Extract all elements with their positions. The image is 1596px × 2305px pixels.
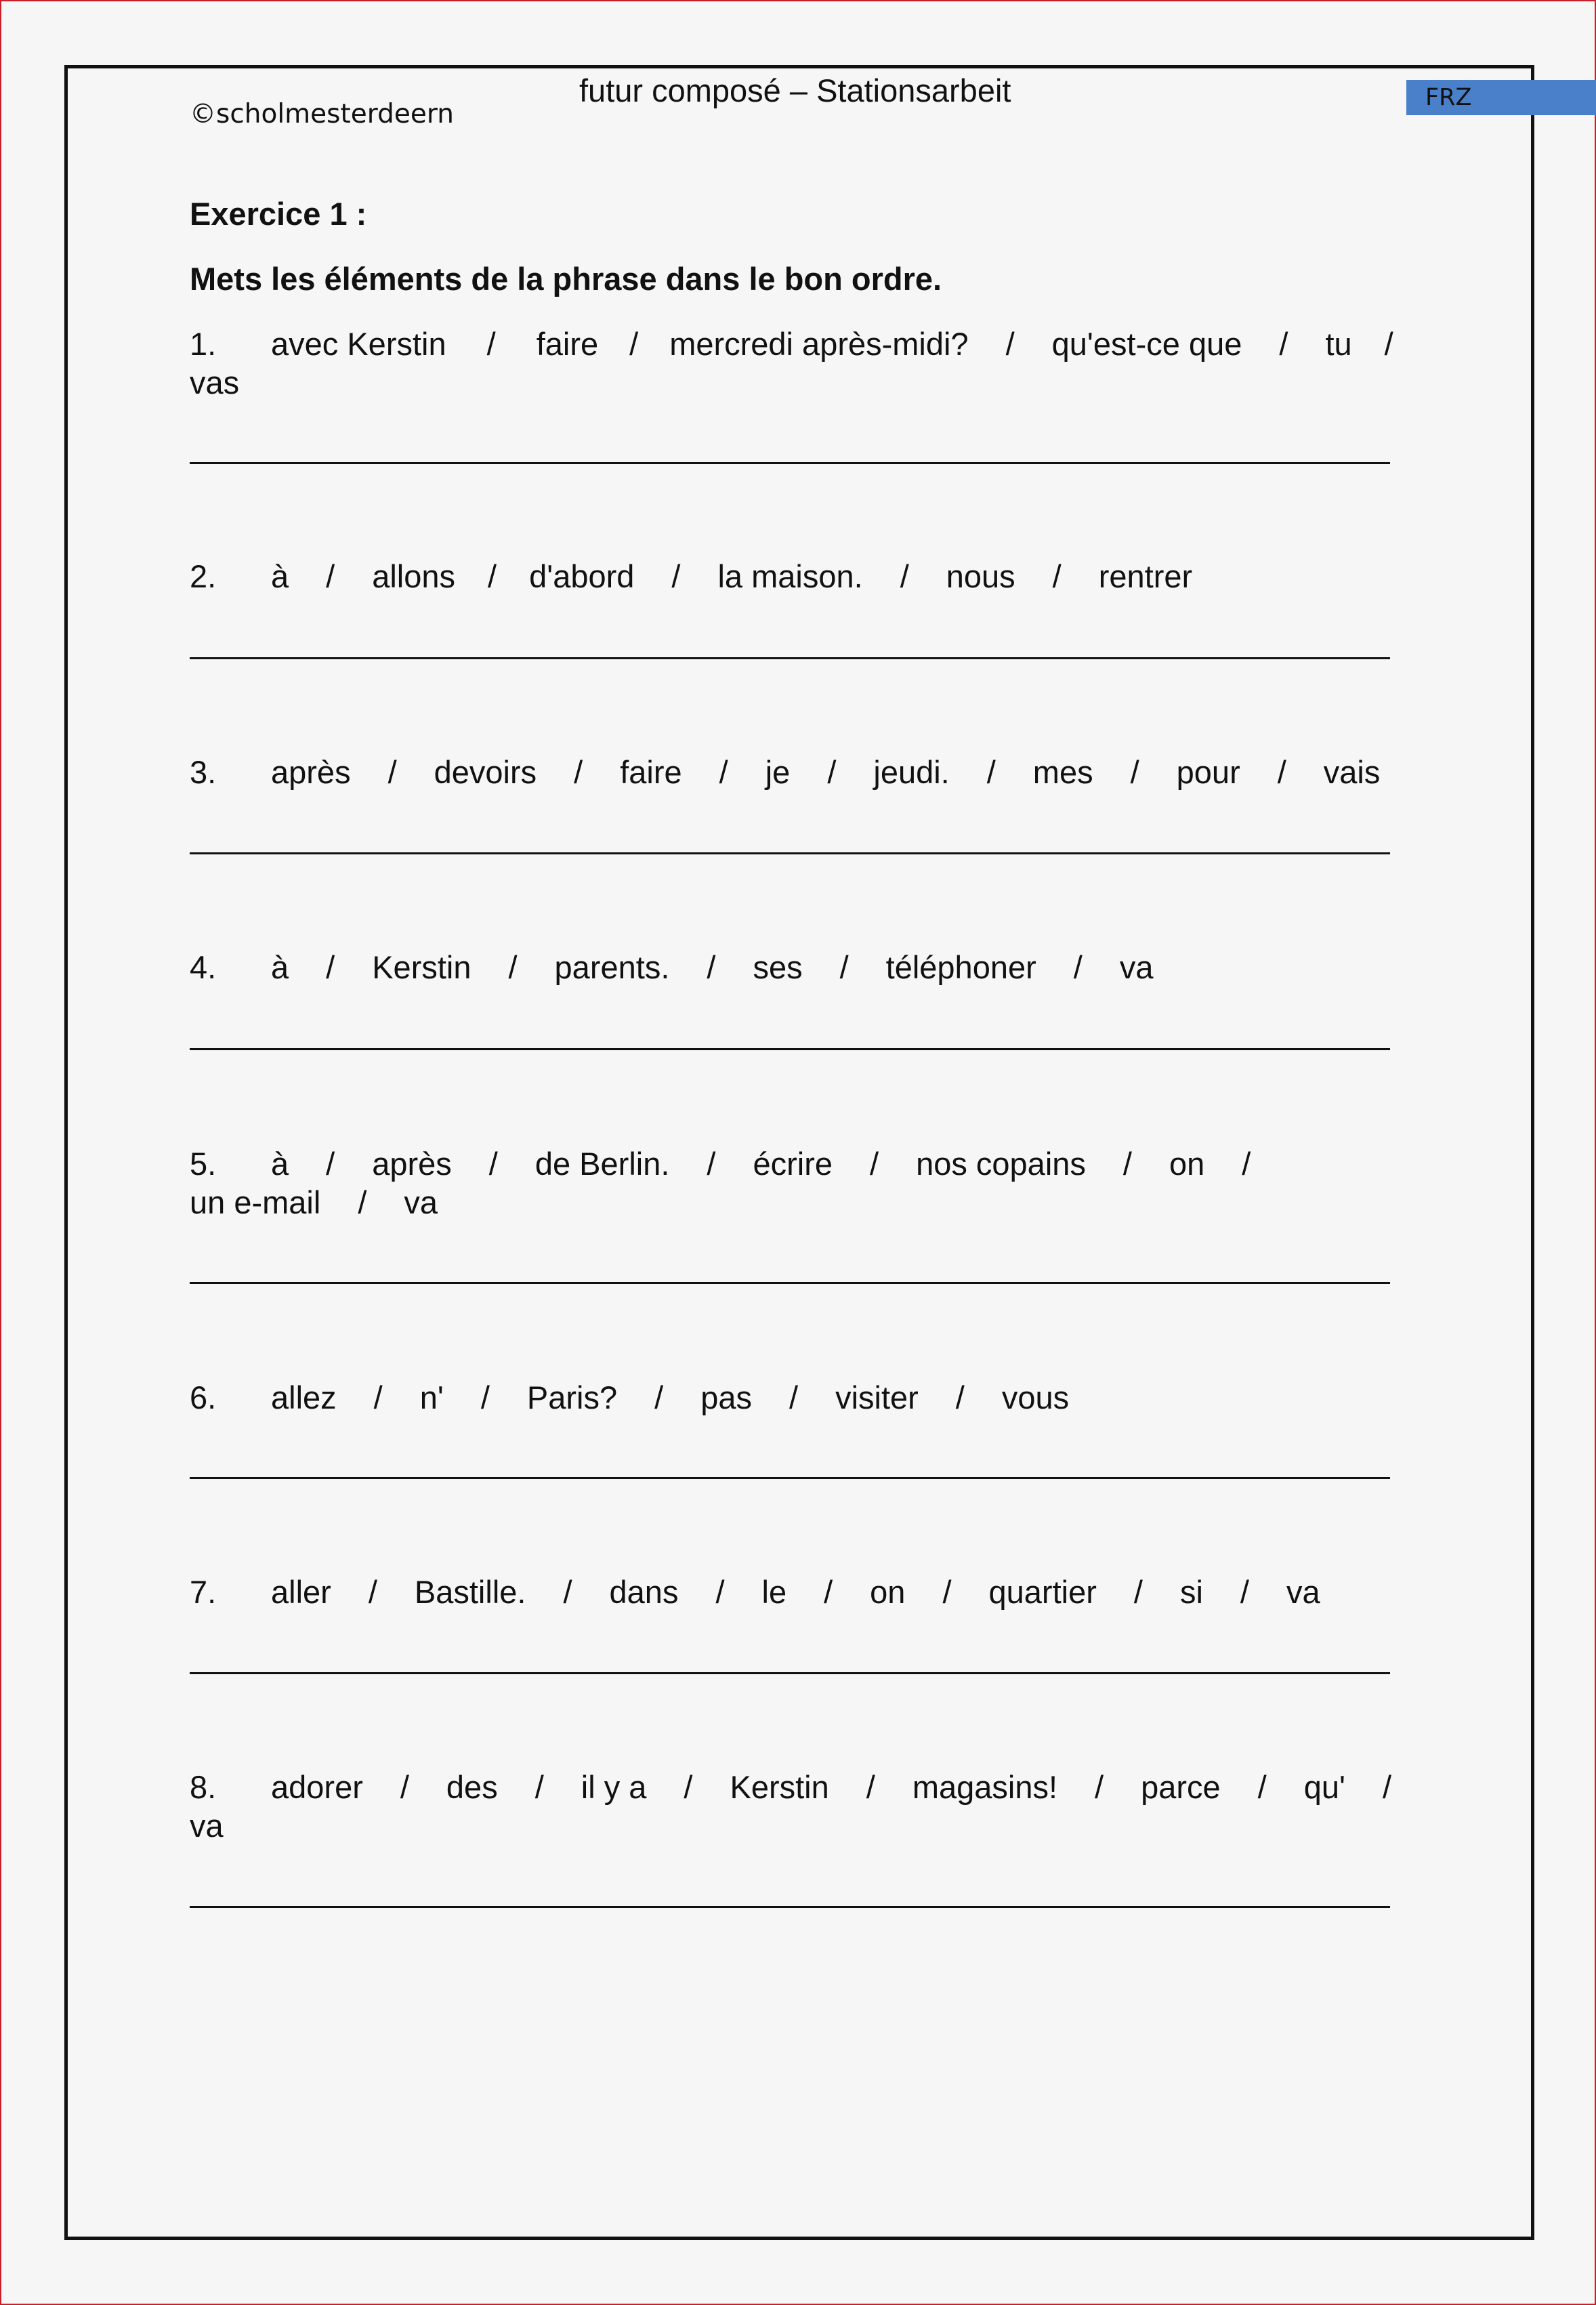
word-separator: /: [866, 1769, 875, 1805]
word-separator: /: [1279, 326, 1288, 362]
word-fragment: devoirs: [434, 754, 537, 790]
word-fragment: après: [372, 1146, 452, 1182]
word-separator: /: [1052, 558, 1062, 594]
word-separator: /: [1242, 1146, 1251, 1182]
word-separator: /: [508, 949, 518, 985]
item-words-continuation: [190, 364, 1426, 402]
word-separator: /: [326, 558, 335, 594]
word-separator: /: [986, 754, 996, 790]
word-fragment: on: [870, 1574, 906, 1610]
word-fragment: faire: [620, 754, 682, 790]
item-number: 6.: [190, 1379, 217, 1415]
exercise-item-2: [190, 558, 1192, 596]
word-separator: /: [1005, 326, 1015, 362]
item-number: 8.: [190, 1769, 217, 1805]
word-fragment: tu: [1325, 326, 1352, 362]
word-separator: /: [1122, 1146, 1132, 1182]
word-separator: /: [534, 1769, 544, 1805]
exercise-item-1: [190, 325, 1426, 402]
word-fragment: des: [446, 1769, 498, 1805]
item-number: 2.: [190, 558, 217, 594]
word-fragment: à: [271, 1146, 289, 1182]
answer-line[interactable]: [190, 1477, 1390, 1479]
item-words-line: [190, 1379, 1069, 1417]
word-separator: /: [789, 1379, 799, 1415]
word-separator: /: [480, 1379, 490, 1415]
word-fragment: nous: [946, 558, 1015, 594]
word-fragment: on: [1169, 1146, 1205, 1182]
word-separator: /: [574, 754, 583, 790]
word-separator: /: [1095, 1769, 1104, 1805]
item-number: 4.: [190, 949, 217, 985]
word-separator: /: [707, 1146, 716, 1182]
item-number: 5.: [190, 1146, 217, 1182]
item-words-line: [190, 949, 1153, 987]
word-fragment: pas: [700, 1379, 752, 1415]
word-fragment: n': [419, 1379, 444, 1415]
word-fragment: si: [1179, 1574, 1203, 1610]
word-fragment: un e-mail: [190, 1184, 321, 1220]
word-fragment: dans: [609, 1574, 679, 1610]
word-separator: /: [326, 949, 335, 985]
word-separator: /: [1133, 1574, 1143, 1610]
word-separator: /: [1240, 1574, 1249, 1610]
exercise-item-3: [190, 753, 1380, 792]
word-fragment: allez: [271, 1379, 337, 1415]
word-separator: /: [1073, 949, 1083, 985]
word-separator: /: [563, 1574, 572, 1610]
item-words-line: [190, 1573, 1320, 1612]
word-separator: /: [900, 558, 909, 594]
word-fragment: parce: [1141, 1769, 1221, 1805]
worksheet-title: futur composé – Stationsarbeit: [579, 72, 1011, 108]
word-fragment: Kerstin: [372, 949, 471, 985]
word-fragment: je: [765, 754, 791, 790]
word-fragment: aller: [271, 1574, 331, 1610]
word-separator: /: [488, 558, 497, 594]
item-number: 1.: [190, 326, 217, 362]
word-separator: /: [942, 1574, 952, 1610]
exercise-item-5: [190, 1145, 1288, 1222]
answer-line[interactable]: [190, 852, 1390, 854]
word-fragment: vais: [1323, 754, 1381, 790]
exercise-item-4: [190, 949, 1153, 987]
word-fragment: après: [271, 754, 351, 790]
word-separator: /: [368, 1574, 377, 1610]
word-fragment: adorer: [271, 1769, 363, 1805]
word-separator: /: [400, 1769, 409, 1805]
word-separator: /: [373, 1379, 383, 1415]
word-fragment: la maison.: [717, 558, 863, 594]
item-words-continuation: [190, 1807, 1429, 1846]
item-words-line: [190, 325, 1426, 364]
answer-line[interactable]: [190, 462, 1390, 464]
word-fragment: faire: [536, 326, 599, 362]
word-separator: /: [654, 1379, 664, 1415]
word-fragment: d'abord: [529, 558, 635, 594]
word-separator: /: [870, 1146, 879, 1182]
word-separator: /: [719, 754, 728, 790]
item-words-line: [190, 1145, 1288, 1184]
word-separator: /: [629, 326, 639, 362]
word-separator: /: [1384, 326, 1393, 362]
word-fragment: écrire: [753, 1146, 833, 1182]
word-fragment: de Berlin.: [534, 1146, 670, 1182]
word-separator: /: [684, 1769, 693, 1805]
word-fragment: visiter: [835, 1379, 919, 1415]
word-fragment: le: [761, 1574, 787, 1610]
item-words-line: [190, 753, 1380, 792]
word-separator: /: [839, 949, 849, 985]
exercise-item-7: [190, 1573, 1320, 1612]
word-fragment: magasins!: [912, 1769, 1058, 1805]
word-fragment: ses: [753, 949, 803, 985]
word-fragment: vas: [190, 365, 240, 400]
item-words-continuation: [190, 1184, 1288, 1222]
word-fragment: va: [1286, 1574, 1320, 1610]
word-fragment: Paris?: [526, 1379, 618, 1415]
answer-line[interactable]: [190, 1282, 1390, 1284]
item-words-line: [190, 558, 1192, 596]
exercise-heading: Exercice 1 :: [190, 196, 367, 232]
word-separator: /: [326, 1146, 335, 1182]
word-fragment: qu': [1303, 1769, 1345, 1805]
word-fragment: va: [190, 1808, 224, 1844]
word-separator: /: [824, 1574, 833, 1610]
item-number: 7.: [190, 1574, 217, 1610]
exercise-item-6: [190, 1379, 1069, 1417]
word-separator: /: [486, 326, 496, 362]
word-separator: /: [1383, 1769, 1392, 1805]
word-fragment: à: [271, 949, 289, 985]
word-separator: /: [671, 558, 681, 594]
word-separator: /: [827, 754, 837, 790]
word-separator: /: [955, 1379, 965, 1415]
word-fragment: mes: [1032, 754, 1093, 790]
word-fragment: va: [1119, 949, 1154, 985]
word-fragment: avec Kerstin: [271, 326, 446, 362]
answer-line[interactable]: [190, 1672, 1390, 1674]
word-fragment: allons: [372, 558, 456, 594]
word-fragment: parents.: [554, 949, 670, 985]
word-fragment: jeudi.: [873, 754, 950, 790]
word-fragment: à: [271, 558, 289, 594]
subject-tag: FRZ: [1406, 80, 1596, 115]
answer-line[interactable]: [190, 657, 1390, 659]
answer-line[interactable]: [190, 1906, 1390, 1908]
word-separator: /: [488, 1146, 498, 1182]
exercise-instruction: Mets les éléments de la phrase dans le bon ordre.: [190, 261, 942, 297]
word-fragment: va: [404, 1184, 438, 1220]
word-fragment: rentrer: [1098, 558, 1193, 594]
word-fragment: téléphoner: [885, 949, 1036, 985]
word-separator: /: [358, 1184, 367, 1220]
word-separator: /: [1130, 754, 1139, 790]
word-separator: /: [1277, 754, 1286, 790]
word-separator: /: [387, 754, 397, 790]
answer-line[interactable]: [190, 1048, 1390, 1050]
word-fragment: vous: [1001, 1379, 1070, 1415]
word-separator: /: [707, 949, 716, 985]
word-fragment: quartier: [988, 1574, 1097, 1610]
exercise-item-8: [190, 1768, 1429, 1846]
word-separator: /: [715, 1574, 725, 1610]
word-fragment: pour: [1176, 754, 1240, 790]
word-fragment: Kerstin: [730, 1769, 829, 1805]
word-fragment: nos copains: [916, 1146, 1086, 1182]
word-fragment: mercredi après-midi?: [669, 326, 969, 362]
word-fragment: il y a: [581, 1769, 647, 1805]
word-fragment: qu'est-ce que: [1051, 326, 1242, 362]
item-words-line: [190, 1768, 1429, 1807]
word-separator: /: [1257, 1769, 1267, 1805]
copyright-notice: ©scholmesterdeern: [190, 99, 454, 129]
word-fragment: Bastille.: [414, 1574, 526, 1610]
item-number: 3.: [190, 754, 217, 790]
